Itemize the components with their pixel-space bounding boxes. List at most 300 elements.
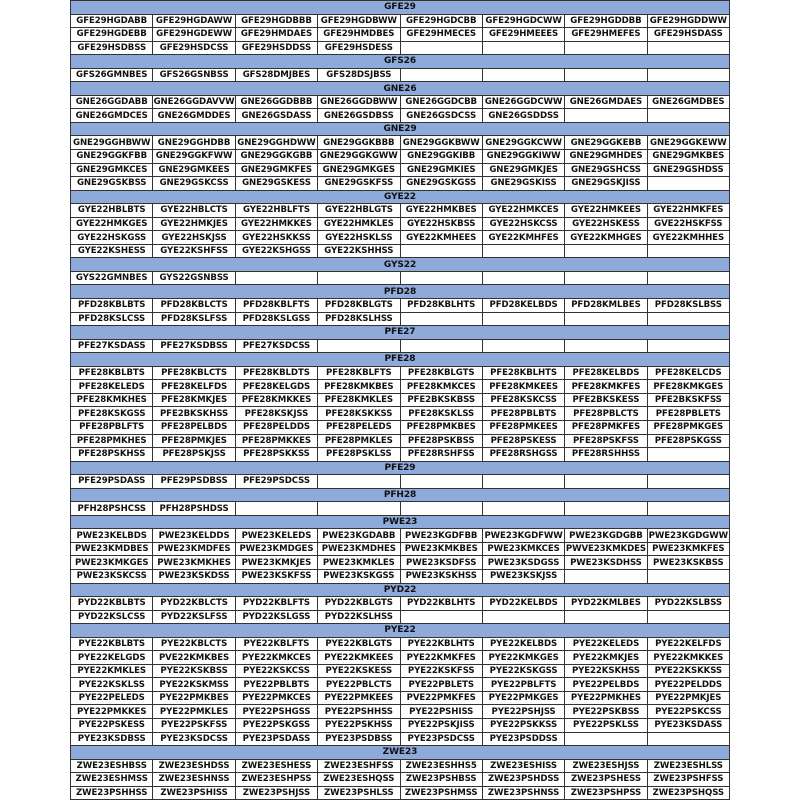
empty-cell [235, 502, 317, 516]
code-cell: GNE29GSKCSS [153, 177, 235, 191]
code-cell: PFD28KMLBES [565, 299, 647, 313]
empty-cell [482, 244, 564, 258]
code-cell: PVE22PMKFES [400, 691, 482, 705]
code-cell: PFE28PSKGSS [647, 434, 729, 448]
code-cell: GYE22KMHGES [565, 231, 647, 245]
code-cell: PYD22KBLFTS [235, 597, 317, 611]
code-cell: PWE23KMKGES [71, 556, 153, 570]
code-cell: GNE29GMKBES [647, 150, 729, 164]
code-cell: GYE22HMKJES [153, 217, 235, 231]
section-header-row [71, 55, 730, 69]
empty-cell [565, 271, 647, 285]
code-cell: GNE29GSKBSS [71, 177, 153, 191]
code-cell: PFE28KSKJSS [235, 407, 317, 421]
code-cell: PWE23KSKCSS [71, 569, 153, 583]
code-cell: PWE23KSKDSS [153, 569, 235, 583]
empty-cell [482, 610, 564, 624]
code-cell: PYE22PSHHSS [318, 705, 400, 719]
table-row [71, 556, 730, 570]
empty-cell [647, 610, 729, 624]
code-cell: GNE26GSDASS [235, 109, 317, 123]
section-title: GYE22 [71, 190, 730, 204]
code-cell: ZWE23PSHISS [153, 786, 235, 800]
code-cell: PFE2BKSKFSS [647, 393, 729, 407]
code-cell: PFE28PELBDS [153, 420, 235, 434]
code-cell: GNE29GGKCWW [482, 136, 564, 150]
code-cell: PFE27KSDCSS [235, 339, 317, 353]
table-row [71, 312, 730, 326]
section-header-row [71, 190, 730, 204]
code-cell: PYE22KBLFTS [235, 637, 317, 651]
code-cell: GNE29GMKEES [153, 163, 235, 177]
code-cell: PYE22PSKFSS [153, 718, 235, 732]
code-cell: PFE28KMKHES [71, 393, 153, 407]
table-row [71, 759, 730, 773]
code-cell: GNE29GGKBWW [400, 136, 482, 150]
code-cell: GNE29GGKGBB [235, 150, 317, 164]
code-cell: PYE22PMKGES [482, 691, 564, 705]
code-cell: GFE29HSDBSS [71, 41, 153, 55]
code-cell: PFE29PSDCSS [235, 475, 317, 489]
table-row [71, 610, 730, 624]
code-cell: GFE29HGDBWW [318, 14, 400, 28]
code-cell: PWE23KELBDS [71, 529, 153, 543]
section-header-row [71, 583, 730, 597]
code-cell: PWE23KMKBES [400, 542, 482, 556]
section-title: PFH28 [71, 488, 730, 502]
code-cell: PFE28KMKEES [482, 380, 564, 394]
code-cell: GFE29HMECES [400, 28, 482, 42]
code-cell: PFE28KMKBES [318, 380, 400, 394]
code-cell: PYD22KSLFSS [153, 610, 235, 624]
code-cell: PWVE23KMKDES [565, 544, 646, 555]
empty-cell [482, 312, 564, 326]
empty-cell [482, 41, 564, 55]
code-cell: GNE29GGKFWW [153, 150, 235, 164]
code-cell: ZWE23ESHDSS [153, 759, 235, 773]
code-cell: GNE26GMDCES [71, 109, 153, 123]
table-row [71, 718, 730, 732]
code-cell: GYE22HMKEES [565, 204, 647, 218]
empty-cell [647, 448, 729, 462]
section-title: GYS22 [71, 258, 730, 272]
code-cell: GYE22HMKGES [71, 217, 153, 231]
code-cell: GNE29GGKIWW [482, 150, 564, 164]
code-cell: GNE26GGDBWW [318, 95, 400, 109]
table-row [71, 68, 730, 82]
code-cell: GYE22HMKBES [400, 204, 482, 218]
code-cell: GYE22HBLCTS [153, 204, 235, 218]
code-cell: PYE22KELFDS [647, 637, 729, 651]
code-cell: GNE26GGDAVVW [153, 97, 235, 108]
code-cell: GNE29GGHDBB [153, 136, 235, 150]
table-row [71, 95, 730, 109]
empty-cell [565, 475, 647, 489]
empty-cell [482, 475, 564, 489]
empty-cell [565, 41, 647, 55]
empty-cell [318, 502, 400, 516]
code-cell: PFE28KBLGTS [400, 366, 482, 380]
code-cell: PYE22KMKGES [482, 651, 564, 665]
code-cell: GYE22HSKGSS [71, 231, 153, 245]
code-cell: PWE23KSKJSS [482, 569, 564, 583]
code-cell: PWE23KSKBSS [647, 556, 729, 570]
code-cell: PFD28KBLGTS [318, 299, 400, 313]
code-cell: PFD28KSLHSS [318, 312, 400, 326]
code-cell: GNE29GGKEWW [647, 136, 729, 150]
empty-cell [400, 610, 482, 624]
code-cell: GNE29GMKIES [400, 163, 482, 177]
code-cell: PWE23KELDDS [153, 529, 235, 543]
table-row [71, 217, 730, 231]
section-header-row [71, 488, 730, 502]
table-row [71, 420, 730, 434]
empty-cell [647, 339, 729, 353]
code-cell: PYE22PELEDS [71, 691, 153, 705]
code-cell: PYE22PMKCES [235, 691, 317, 705]
section-title: GNE29 [71, 122, 730, 136]
section-title: GFE29 [71, 1, 730, 15]
code-cell: PWE23KSDGSS [482, 556, 564, 570]
code-cell: GYE22HBLBTS [71, 204, 153, 218]
table-row [71, 705, 730, 719]
empty-cell [647, 475, 729, 489]
code-cell: GFE29HGDEBB [71, 28, 153, 42]
code-cell: PFE28KMKJES [153, 393, 235, 407]
code-cell: PYD22KSLBSS [647, 597, 729, 611]
empty-cell [482, 68, 564, 82]
code-cell: ZWE23ESHPSS [235, 773, 317, 787]
code-cell: GNE29GGKGWW [318, 150, 400, 164]
code-cell: PFE28KBLCTS [153, 366, 235, 380]
code-cell: PYE22PMKHES [565, 691, 647, 705]
code-cell: GFE29HGDBBB [235, 14, 317, 28]
table-body [71, 1, 730, 800]
code-cell: GNE26GMDBES [647, 95, 729, 109]
table-row [71, 448, 730, 462]
code-cell: GNE29GSHCSS [565, 163, 647, 177]
code-cell: GNE29GMKJES [482, 163, 564, 177]
empty-cell [400, 68, 482, 82]
code-cell: PFE28PBLETS [647, 407, 729, 421]
section-header-row [71, 746, 730, 760]
table-row [71, 651, 730, 665]
code-cell: GYE22KSHFSS [153, 244, 235, 258]
code-cell: GYS22GSNBSS [153, 271, 235, 285]
code-cell: PWE23KMDFES [153, 542, 235, 556]
code-cell: ZWE23PSHQSS [647, 786, 729, 800]
code-cell: PYE22KELBDS [482, 637, 564, 651]
code-cell: PFE28KSKLSS [400, 407, 482, 421]
code-cell: PYD22KBLCTS [153, 597, 235, 611]
code-cell: GFE29HMDAES [235, 28, 317, 42]
code-cell: PYE22PSHJSS [482, 705, 564, 719]
code-cell: GNE26GMDAES [565, 95, 647, 109]
code-cell: GNE29GGKEBB [565, 136, 647, 150]
code-cell: GYE22HBLGTS [318, 204, 400, 218]
code-cell: PYE23KSDASS [647, 718, 729, 732]
code-cell: PYD22KBLBTS [71, 597, 153, 611]
code-cell: PYE22PMKKES [71, 705, 153, 719]
code-cell: PWE23KMKCES [482, 542, 564, 556]
code-cell: PYE22PSKGSS [235, 718, 317, 732]
code-cell: ZWE23ESHISS [482, 759, 564, 773]
code-cell: PFD28KBLFTS [235, 299, 317, 313]
code-cell: PYE22PSKBSS [565, 705, 647, 719]
code-cell: PFE28PMKHES [71, 434, 153, 448]
empty-cell [400, 502, 482, 516]
empty-cell [647, 312, 729, 326]
code-cell: PWE23KSKFSS [235, 569, 317, 583]
section-header-row [71, 461, 730, 475]
section-header-row [71, 1, 730, 15]
table-row [71, 407, 730, 421]
code-cell: PYE22KSKFSS [400, 664, 482, 678]
code-cell: ZWE23PSHFSS [647, 773, 729, 787]
code-cell: PYE22PMKEES [318, 691, 400, 705]
code-cell: ZWE23ESHLSS [647, 759, 729, 773]
section-header-row [71, 258, 730, 272]
code-cell: PYE22PBLFTS [482, 678, 564, 692]
empty-cell [647, 109, 729, 123]
empty-cell [647, 68, 729, 82]
code-cell: GNE29GGHBWW [71, 136, 153, 150]
code-cell: PYE22PBLETS [400, 678, 482, 692]
code-cell: GYE22HMKLES [318, 217, 400, 231]
table-row [71, 597, 730, 611]
code-cell: PWE23KMKJES [235, 556, 317, 570]
code-cell: PYE22KSKMSS [153, 678, 235, 692]
section-header-row [71, 326, 730, 340]
code-cell: GFE29HSDASS [647, 28, 729, 42]
code-cell: PYE22PSKHSS [318, 718, 400, 732]
empty-cell [318, 339, 400, 353]
code-cell: PFE28PMKKES [235, 434, 317, 448]
code-cell: GFE29HGDDWW [647, 14, 729, 28]
code-cell: PVE22KMKBES [153, 651, 235, 665]
table-row [71, 678, 730, 692]
code-cell: PYD22KSLCSS [71, 610, 153, 624]
empty-cell [647, 732, 729, 746]
code-cell: PYD22KBLHTS [400, 597, 482, 611]
table-row [71, 109, 730, 123]
code-cell: PWE23KMKFES [647, 542, 729, 556]
code-cell: PFE28KELEDS [71, 380, 153, 394]
code-cell: PWE23KGDFWW [482, 529, 564, 543]
code-cell: PYD22KSLHSS [318, 610, 400, 624]
code-cell: GYE22HMKFES [647, 204, 729, 218]
code-cell: PFE28KELGDS [235, 380, 317, 394]
code-cell: PFH28PSHCSS [71, 502, 153, 516]
code-cell: PFE28KSKGSS [71, 407, 153, 421]
code-cell: GFE29HGDEWW [153, 28, 235, 42]
empty-cell [400, 475, 482, 489]
code-cell: PYE22KBLCTS [153, 637, 235, 651]
code-cell: PFD28KSLCSS [71, 312, 153, 326]
code-cell: PWE23KMDHES [318, 542, 400, 556]
code-cell: PFE28PSKFSS [565, 434, 647, 448]
table-row [71, 299, 730, 313]
code-cell: ZWE23ESHQSS [318, 773, 400, 787]
table-row [71, 177, 730, 191]
empty-cell [565, 312, 647, 326]
table-row [71, 204, 730, 218]
code-cell: PYD22KSLGSS [235, 610, 317, 624]
code-cell: GVE22HSKFSS [647, 217, 729, 231]
section-title: ZWE23 [71, 746, 730, 760]
code-cell: PFE28KSKCSS [482, 393, 564, 407]
code-cell: PFD28KBLBTS [71, 299, 153, 313]
code-cell: PYE23PSDCSS [400, 732, 482, 746]
code-cell: PFE28PBLBTS [482, 407, 564, 421]
table-row [71, 380, 730, 394]
code-cell: PWE23KSDHSS [565, 556, 647, 570]
code-cell: PWE23KSKGSS [318, 569, 400, 583]
empty-cell [647, 177, 729, 191]
code-cell: PFE28KBLBTS [71, 366, 153, 380]
code-cell: GFE29HGDCWW [482, 14, 564, 28]
empty-cell [400, 271, 482, 285]
code-cell: PFE28KSKKSS [318, 407, 400, 421]
code-cell: GFE29HSDDSS [235, 41, 317, 55]
code-cell: GNE29GSHDSS [647, 163, 729, 177]
code-cell: PYE22PSKJISS [400, 718, 482, 732]
table-row [71, 732, 730, 746]
code-cell: GNE29GSKGSS [400, 177, 482, 191]
table-row [71, 14, 730, 28]
code-cell: GNE29GMKFES [235, 163, 317, 177]
code-cell: PFE28PELEDS [318, 420, 400, 434]
code-cell: GNE29GSKFSS [318, 177, 400, 191]
code-cell: PWE23KGDGWW [648, 530, 728, 541]
table-row [71, 664, 730, 678]
code-cell: PFE28RSHFSS [400, 448, 482, 462]
section-title: PYE22 [71, 624, 730, 638]
code-cell: PFE28PMKEES [482, 420, 564, 434]
table-row [71, 271, 730, 285]
code-cell: GYE22HSKBSS [400, 217, 482, 231]
code-cell: PFE29PSDBSS [153, 475, 235, 489]
table-row [71, 244, 730, 258]
code-cell: PYE22PELDDS [647, 678, 729, 692]
code-cell: PYD22KBLGTS [318, 597, 400, 611]
empty-cell [647, 569, 729, 583]
section-header-row [71, 353, 730, 367]
code-cell: GNE26GGDABB [71, 95, 153, 109]
code-cell: PFE28PSKHSS [71, 448, 153, 462]
table-row [71, 637, 730, 651]
code-cell: GFS28DMJBES [235, 68, 317, 82]
code-cell: GFE29HGDDBB [565, 14, 647, 28]
empty-cell [400, 41, 482, 55]
code-cell: PFE28PBLFTS [71, 420, 153, 434]
code-cell: PFE28PSKBSS [400, 434, 482, 448]
code-cell: PFD28KELBDS [482, 299, 564, 313]
table-row [71, 569, 730, 583]
code-cell: PFE28KMKLES [318, 393, 400, 407]
code-cell: ZWE23ESHBSS [71, 759, 153, 773]
table-row [71, 393, 730, 407]
code-cell: PYE22PBLCTS [318, 678, 400, 692]
code-cell: PWE23KSKHSS [400, 569, 482, 583]
code-cell: PFE28KELCDS [647, 366, 729, 380]
table-row [71, 136, 730, 150]
code-cell: PYE22PSKLSS [565, 718, 647, 732]
code-cell: GNE29GMHDES [565, 150, 647, 164]
code-cell: PWE23KMKHES [153, 556, 235, 570]
code-cell: PFE28KMKCES [400, 380, 482, 394]
empty-cell [565, 502, 647, 516]
code-cell: ZWE23PSHJSS [235, 786, 317, 800]
empty-cell [400, 339, 482, 353]
table-row [71, 691, 730, 705]
code-cell: PFE27KSDBSS [153, 339, 235, 353]
code-cell: GNE26GSDDSS [482, 109, 564, 123]
code-cell: PFE28PSKJSS [153, 448, 235, 462]
code-cell: PFD28KBLHTS [400, 299, 482, 313]
code-cell: PYE22PBLBTS [235, 678, 317, 692]
empty-cell [318, 475, 400, 489]
code-cell: GFE29HSDCSS [153, 41, 235, 55]
code-cell: ZWE23ESHNSS [153, 773, 235, 787]
code-cell: PFE2BKSKESS [565, 393, 647, 407]
code-cell: PYE22PSKESS [71, 718, 153, 732]
code-cell: PFE28RSHHSS [565, 448, 647, 462]
code-cell: ZWE23ESHHS5 [400, 759, 482, 773]
code-cell: PWE23KGDABB [318, 529, 400, 543]
code-cell: PYE22KMKJES [565, 651, 647, 665]
code-cell: GYE22KSHGSS [235, 244, 317, 258]
code-cell: ZWE23ESHFSS [318, 759, 400, 773]
table-row [71, 542, 730, 556]
empty-cell [235, 271, 317, 285]
code-cell: PFE28PMKGES [647, 420, 729, 434]
code-cell: PFD28KSLFSS [153, 312, 235, 326]
part-code-table [70, 0, 730, 800]
table-row [71, 434, 730, 448]
code-cell: PYE22KMKLES [71, 664, 153, 678]
code-cell: PWE23KELEDS [235, 529, 317, 543]
code-cell: PFE28PELDDS [235, 420, 317, 434]
code-cell: ZWE23PSHLSS [318, 786, 400, 800]
empty-cell [565, 569, 647, 583]
empty-cell [565, 732, 647, 746]
code-cell: PFE29PSDASS [71, 475, 153, 489]
code-cell: PFH28PSHDSS [153, 502, 235, 516]
section-header-row [71, 122, 730, 136]
code-cell: PYE22PSHISS [400, 705, 482, 719]
code-cell: PYE23PSDDSS [482, 732, 564, 746]
code-cell: GYE22KSHHSS [318, 244, 400, 258]
code-cell: GFS28DSJBSS [318, 68, 400, 82]
code-cell: GYE22KSHESS [71, 244, 153, 258]
code-cell: GYE22HSKLSS [318, 231, 400, 245]
code-cell: GNE29GGKFBB [71, 150, 153, 164]
code-cell: PYE22KELEDS [565, 637, 647, 651]
code-cell: GYE22KMHFES [482, 231, 564, 245]
code-cell: PFE28KELBDS [565, 366, 647, 380]
code-cell: ZWE23PSHHSS [71, 786, 153, 800]
code-cell: PYE22KMKCES [235, 651, 317, 665]
table-row [71, 41, 730, 55]
code-cell: PFD28KSLBSS [647, 299, 729, 313]
code-cell: PYE22PMKLES [153, 705, 235, 719]
code-cell: PYE22KSKCSS [235, 664, 317, 678]
code-cell: PFE2BKSKHSS [153, 407, 235, 421]
code-cell: PYE22KBLGTS [318, 637, 400, 651]
table-row [71, 231, 730, 245]
empty-cell [565, 68, 647, 82]
